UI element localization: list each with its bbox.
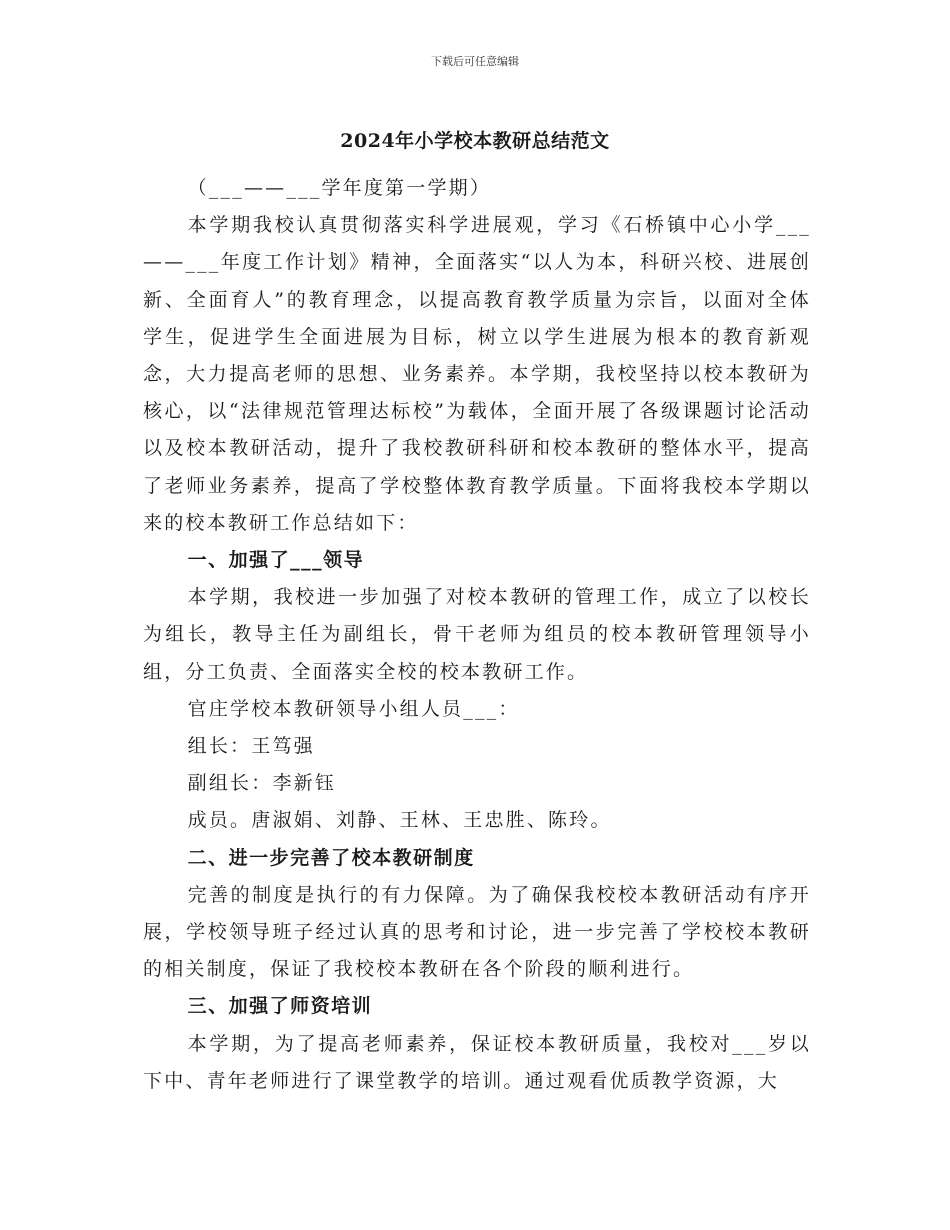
paragraph-school-year: （___——___学年度第一学期） <box>187 177 492 199</box>
paragraph-leadership: 本学期，我校进一步加强了对校本教研的管理工作，成立了以校长为组长，教导主任为副组长，骨干老师为组员的校本教研管理领导小组，分工负责、全面落实全校的校本教研工作。 <box>143 586 811 683</box>
page-header-note: 下载后可任意编辑 <box>431 55 519 68</box>
document-title: 2024年小学校本教研总结范文 <box>340 130 610 152</box>
section-heading-3: 三、加强了师资培训 <box>187 995 373 1018</box>
section-heading-1: 一、加强了___领导 <box>187 549 365 572</box>
paragraph-training: 本学期，为了提高老师素养，保证校本教研质量，我校对___岁以下中、青年老师进行了课堂教学的培训。通过观看优质教学资源，大 <box>143 1032 811 1092</box>
paragraph-members: 成员。唐淑娟、刘静、王林、王忠胜、陈玲。 <box>187 809 612 832</box>
paragraph-group-leader: 组长：王笃强 <box>187 735 315 758</box>
section-heading-2: 二、进一步完善了校本教研制度 <box>187 846 475 869</box>
paragraph-group-members-title: 官庄学校本教研领导小组人员___： <box>187 697 520 720</box>
paragraph-system: 完善的制度是执行的有力保障。为了确保我校校本教研活动有序开展，学校领导班子经过认真的思考和讨论，进一步完善了学校校本教研的相关制度，保证了我校校本教研在各个阶段的顺利进行。 <box>143 883 811 981</box>
paragraph-intro: 本学期我校认真贯彻落实科学进展观，学习《石桥镇中心小学___——___年度工作计划》精神，全面落实“以人为本，科研兴校、进展创新、全面育人”的教育理念，以提高教育教学质量为宗旨，以面对全体学生，促进学生全面进展为目标，树立以学生进展为根本的教育新观念，大力提高老师的思想、业务素养。本学期，我校坚持以校本教研为核心，以“法律规范管理达标校”为载体，全面开展了各级课题讨论活动以及校本教研活动，提升了我校教研科研和校本教研的整体水平，提高了老师业务素养，提高了学校整体教育教学质量。下面将我校本学期以来的校本教研工作总结如下： <box>143 214 811 534</box>
document-body <box>143 170 811 1100</box>
paragraph-deputy-leader: 副组长：李新钰 <box>187 772 337 795</box>
